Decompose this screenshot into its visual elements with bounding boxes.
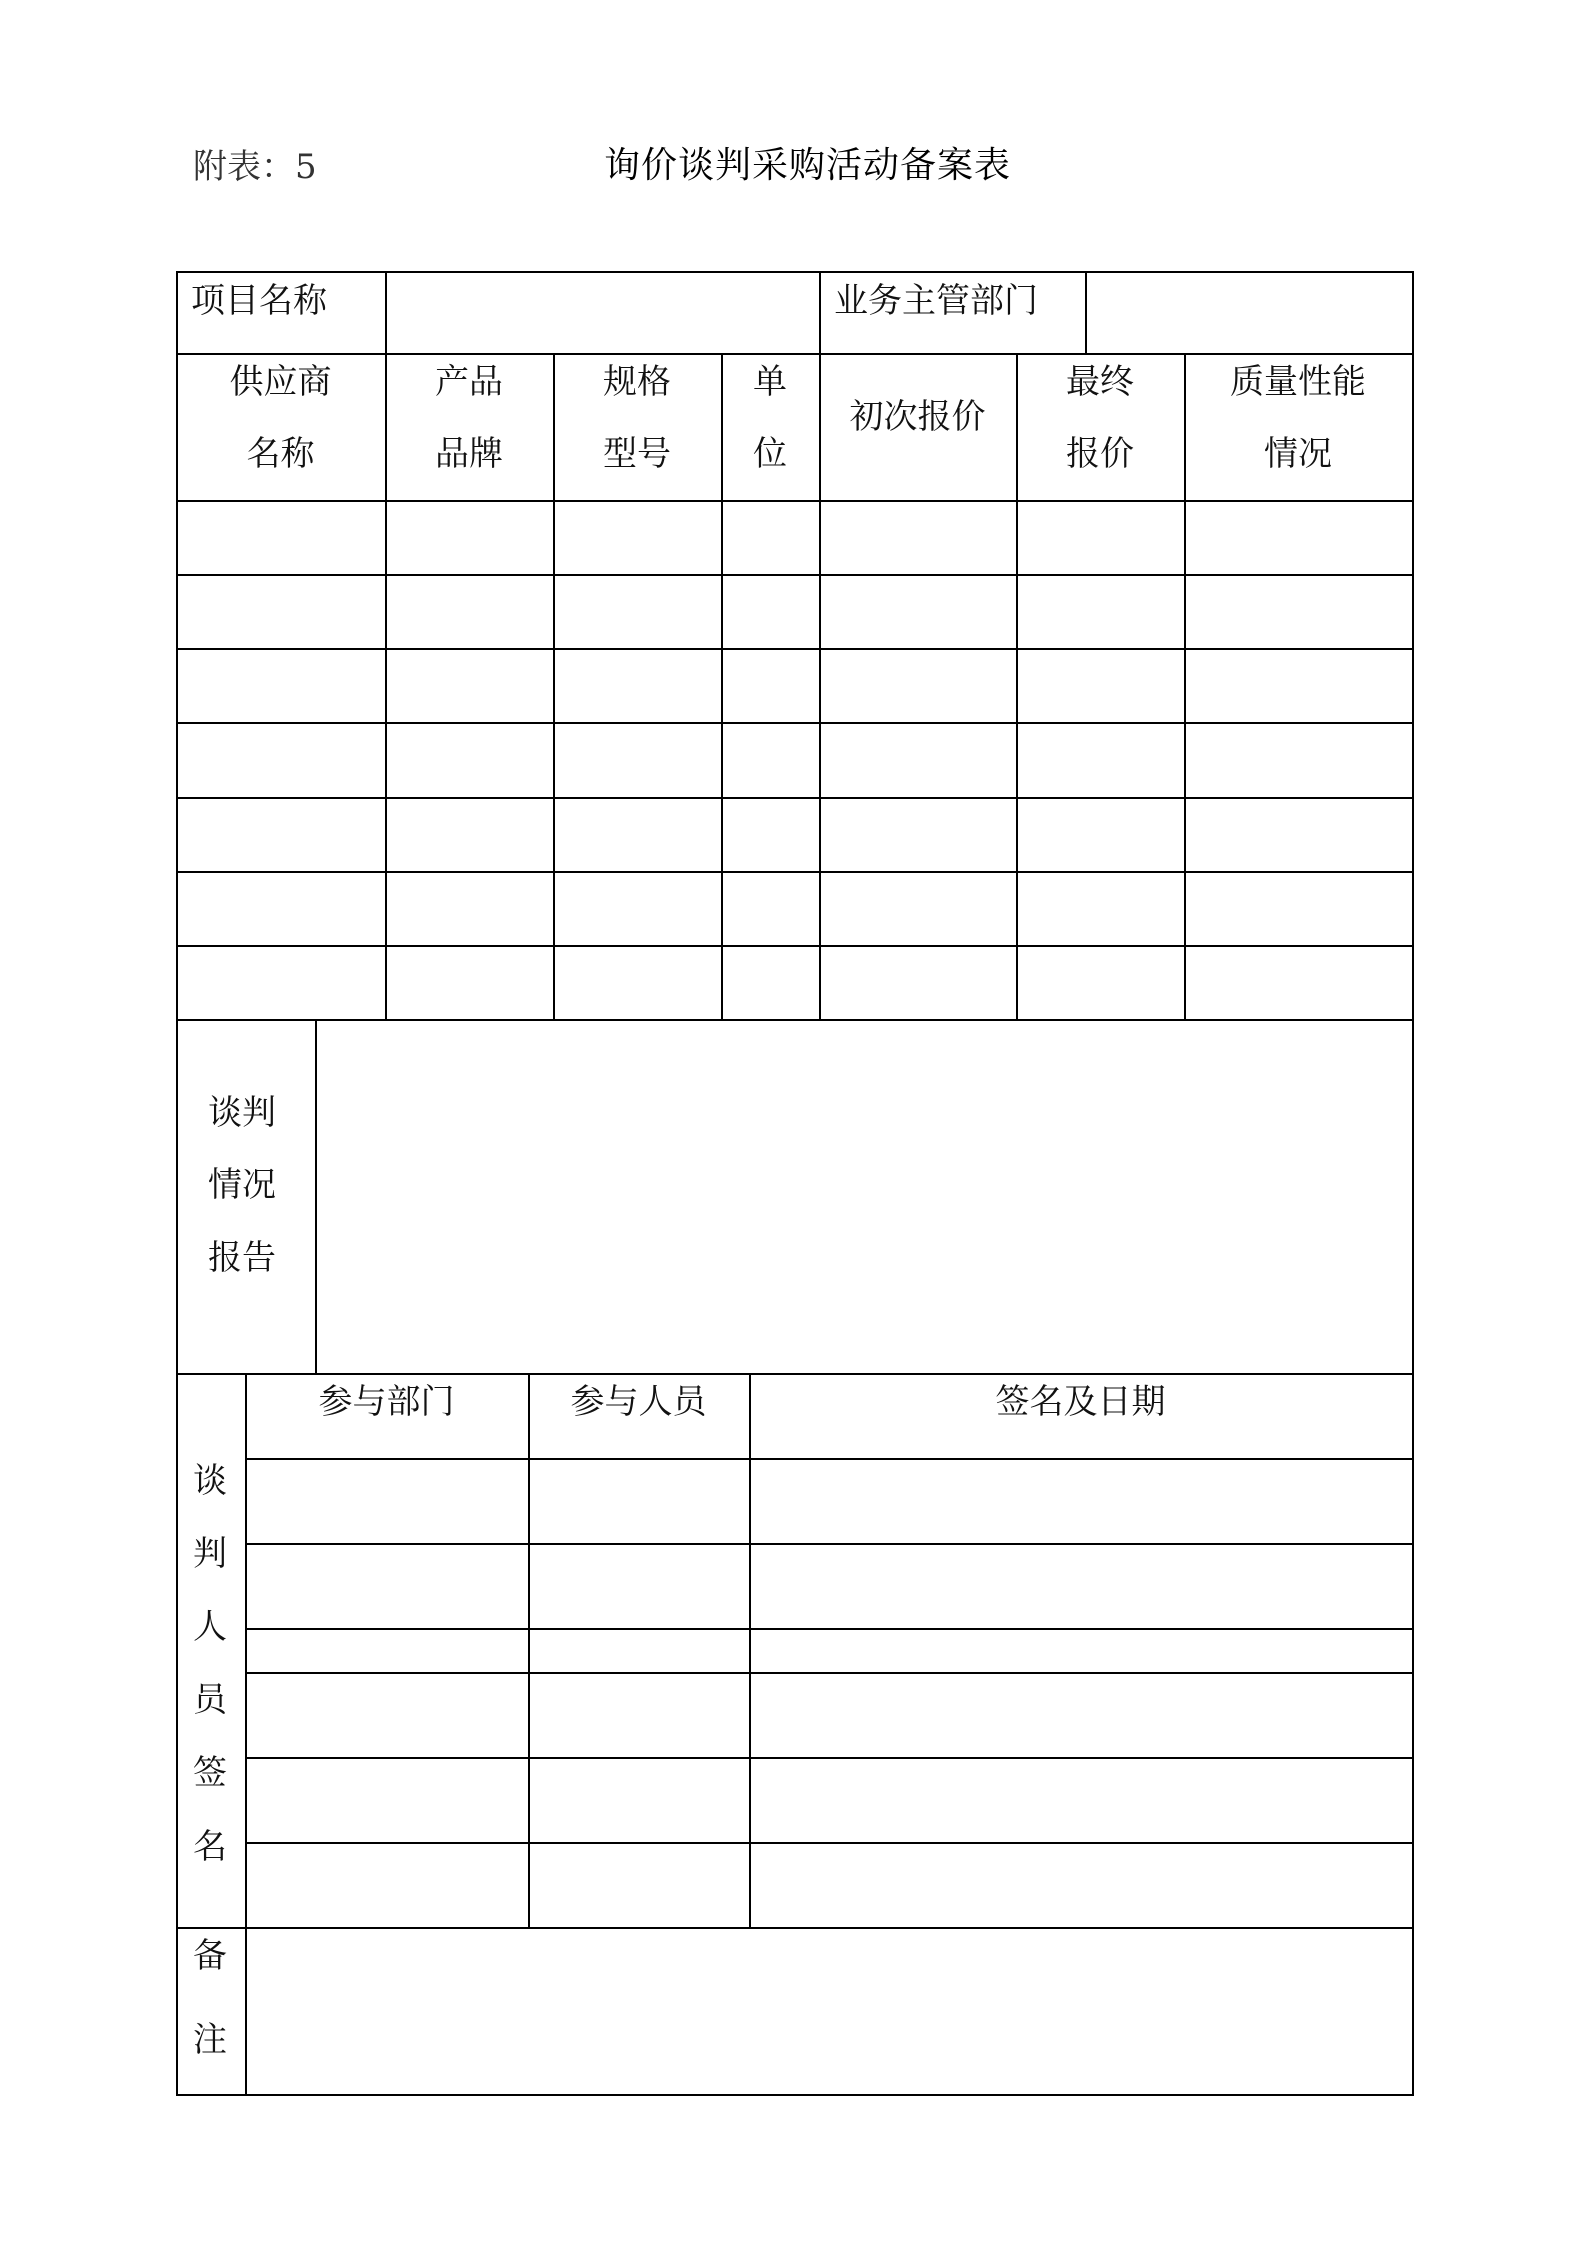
divider [176, 1373, 1414, 1375]
column-header-signature-date: 签名及日期 [995, 1382, 1166, 1422]
negotiation-report-field[interactable] [317, 1021, 1412, 1373]
table-right-border [1412, 271, 1414, 2096]
column-header-spec: 规格 [603, 362, 671, 402]
signature-side-label: 签 [193, 1753, 227, 1793]
column-header-unit: 单 [753, 362, 787, 402]
remarks-field[interactable] [247, 1929, 1412, 2094]
table-row[interactable] [247, 1844, 1412, 1927]
column-header-supplier: 供应商 [229, 362, 332, 402]
divider [819, 271, 821, 353]
table-row[interactable] [178, 947, 1412, 1019]
department-field[interactable] [1087, 273, 1411, 352]
page-title: 询价谈判采购活动备案表 [604, 145, 1012, 186]
table-row[interactable] [247, 1545, 1412, 1628]
remarks-label: 注 [193, 2020, 227, 2060]
column-header-department: 参与部门 [318, 1382, 455, 1422]
table-row[interactable] [178, 799, 1412, 871]
remarks-label: 备 [193, 1936, 227, 1976]
column-header-final-quote: 最终 [1066, 362, 1134, 402]
divider [176, 353, 1414, 355]
project-name-field[interactable] [387, 273, 818, 352]
table-row[interactable] [178, 650, 1412, 722]
attachment-label: 附表：5 [193, 147, 317, 187]
signature-side-label: 人 [193, 1607, 227, 1647]
signature-side-label: 判 [193, 1534, 227, 1574]
signature-side-label: 名 [193, 1827, 227, 1867]
column-header-brand: 品牌 [435, 434, 503, 474]
project-name-label: 项目名称 [191, 281, 327, 321]
table-row[interactable] [178, 576, 1412, 648]
column-header-spec: 型号 [603, 434, 671, 474]
table-row[interactable] [178, 724, 1412, 797]
column-header-supplier: 名称 [246, 434, 315, 474]
column-header-brand: 产品 [435, 362, 503, 402]
column-header-unit: 位 [753, 434, 787, 474]
table-row[interactable] [247, 1674, 1412, 1757]
negotiation-report-label: 报告 [208, 1238, 276, 1278]
table-bottom-border [176, 2094, 1414, 2096]
column-header-initial-quote: 初次报价 [849, 397, 986, 437]
signature-side-label: 员 [193, 1680, 227, 1720]
table-row[interactable] [247, 1460, 1412, 1543]
column-header-participants: 参与人员 [570, 1382, 707, 1422]
signature-side-label: 谈 [193, 1461, 227, 1501]
column-header-final-quote: 报价 [1066, 434, 1134, 474]
column-header-quality: 情况 [1264, 434, 1332, 474]
column-header-quality: 质量性能 [1230, 362, 1366, 402]
table-row[interactable] [178, 873, 1412, 945]
negotiation-report-label: 情况 [208, 1165, 276, 1205]
negotiation-report-label: 谈判 [208, 1093, 276, 1133]
table-row[interactable] [247, 1630, 1412, 1672]
table-row[interactable] [178, 502, 1412, 574]
table-row[interactable] [247, 1759, 1412, 1842]
department-label: 业务主管部门 [834, 281, 1038, 321]
